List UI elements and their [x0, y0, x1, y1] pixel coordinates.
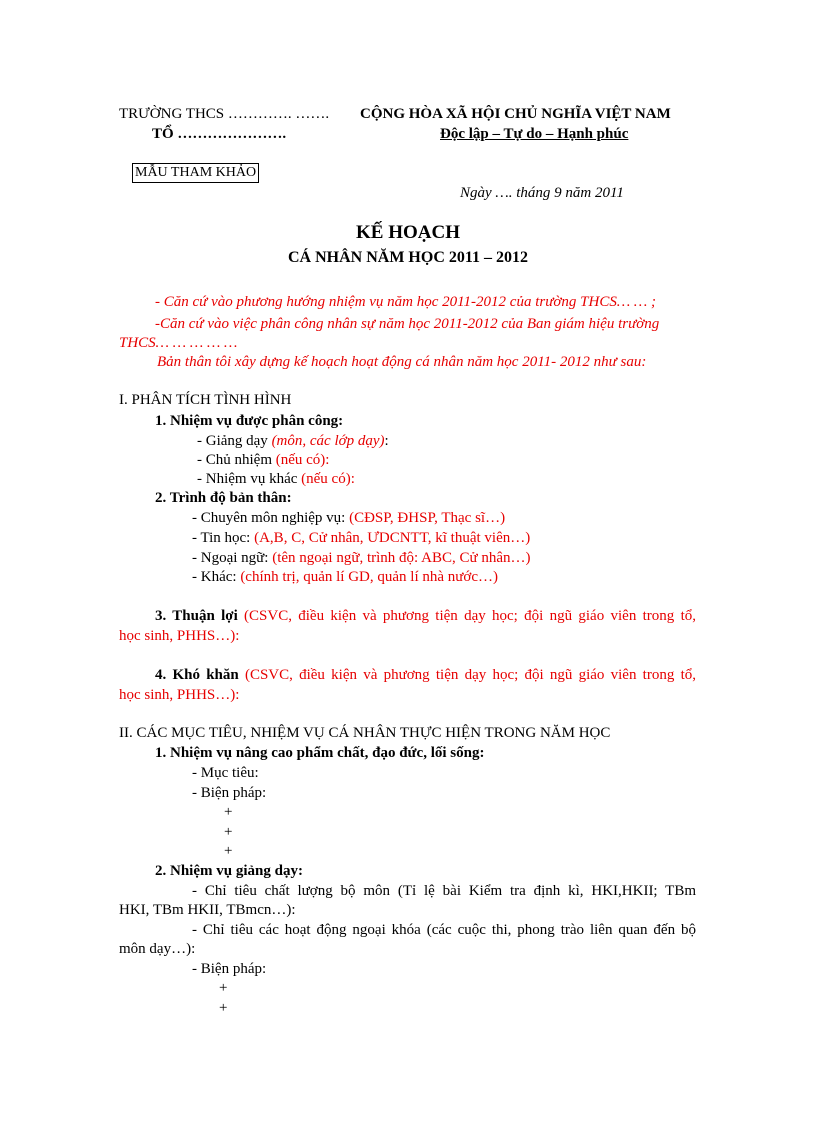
section-2-item-2-title: 2. Nhiệm vụ giảng dạy: [155, 863, 303, 879]
extracurricular-target-line-1: - Chỉ tiêu các hoạt động ngoại khóa (các cuộc thi, phong trào liên quan đến bộ [192, 922, 696, 938]
ethics-measure-bullet-1: + [224, 804, 233, 820]
assigned-teaching: - Giảng dạy (môn, các lớp dạy): [197, 433, 389, 449]
advantages-line-1: 3. Thuận lợi (CSVC, điều kiện và phương tiện dạy học; đội ngũ giáo viên trong tổ, [155, 608, 696, 624]
preamble-line-2: -Căn cứ vào việc phân công nhân sự năm học 2011-2012 của Ban giám hiệu trường [155, 316, 660, 332]
difficulties-line-2: học sinh, PHHS…): [119, 687, 240, 703]
qualification-it: - Tin học: (A,B, C, Cử nhân, ƯDCNTT, kĩ thuật viên…) [192, 530, 531, 546]
team-name: TỔ …………………. [152, 126, 287, 142]
ethics-measures: - Biện pháp: [192, 785, 267, 801]
preamble-line-3: Bản thân tôi xây dựng kế hoạch hoạt động cá nhân năm học 2011- 2012 như sau: [157, 354, 647, 370]
teaching-measures: - Biện pháp: [192, 961, 267, 977]
preamble-line-2-cont: THCS… … … … … [119, 335, 238, 351]
teaching-target-line-1: - Chỉ tiêu chất lượng bộ môn (Tỉ lệ bài Kiểm tra định kì, HKI,HKII; TBm [192, 883, 696, 899]
document-title: KẾ HOẠCH [356, 222, 460, 243]
section-1-heading: I. PHÂN TÍCH TÌNH HÌNH [119, 392, 292, 408]
qualification-other: - Khác: (chính trị, quản lí GD, quản lí nhà nước…) [192, 569, 498, 585]
section-1-item-1-title: 1. Nhiệm vụ được phân công: [155, 413, 344, 429]
ethics-measure-bullet-2: + [224, 824, 233, 840]
qualification-professional: - Chuyên môn nghiệp vụ: (CĐSP, ĐHSP, Thạc sĩ…) [192, 510, 506, 526]
section-2-item-1-title: 1. Nhiệm vụ nâng cao phẩm chất, đạo đức, lối sống: [155, 745, 485, 761]
document-date: Ngày …. tháng 9 năm 2011 [460, 185, 624, 201]
sample-stamp: MẪU THAM KHẢO [132, 163, 259, 183]
document-subtitle: CÁ NHÂN NĂM HỌC 2011 – 2012 [288, 249, 528, 266]
assigned-homeroom: - Chủ nhiệm (nếu có): [197, 452, 330, 468]
extracurricular-target-line-2: môn dạy…): [119, 941, 196, 957]
teaching-measure-bullet-2: + [219, 1000, 228, 1016]
assigned-other: - Nhiệm vụ khác (nếu có): [197, 471, 355, 487]
section-1-item-2-title: 2. Trình độ bản thân: [155, 490, 292, 506]
ethics-goal: - Mục tiêu: [192, 765, 259, 781]
preamble-line-1: - Căn cứ vào phương hướng nhiệm vụ năm học 2011-2012 của trường THCS… … ; [155, 294, 657, 310]
teaching-target-line-2: HKI, TBm HKII, TBmcn…): [119, 902, 296, 918]
qualification-language: - Ngoại ngữ: (tên ngoại ngữ, trình độ: ABC, Cử nhân…) [192, 550, 531, 566]
motto: Độc lập – Tự do – Hạnh phúc [440, 126, 629, 142]
republic-title: CỘNG HÒA XÃ HỘI CHỦ NGHĨA VIỆT NAM [360, 106, 671, 122]
ethics-measure-bullet-3: + [224, 843, 233, 859]
school-name: TRƯỜNG THCS …………. ……. [119, 106, 330, 122]
section-2-heading: II. CÁC MỤC TIÊU, NHIỆM VỤ CÁ NHÂN THỰC HIỆN TRONG NĂM HỌC [119, 725, 611, 741]
advantages-line-2: học sinh, PHHS…): [119, 628, 240, 644]
difficulties-line-1: 4. Khó khăn (CSVC, điều kiện và phương tiện dạy học; đội ngũ giáo viên trong tổ, [155, 667, 696, 683]
teaching-measure-bullet-1: + [219, 980, 228, 996]
